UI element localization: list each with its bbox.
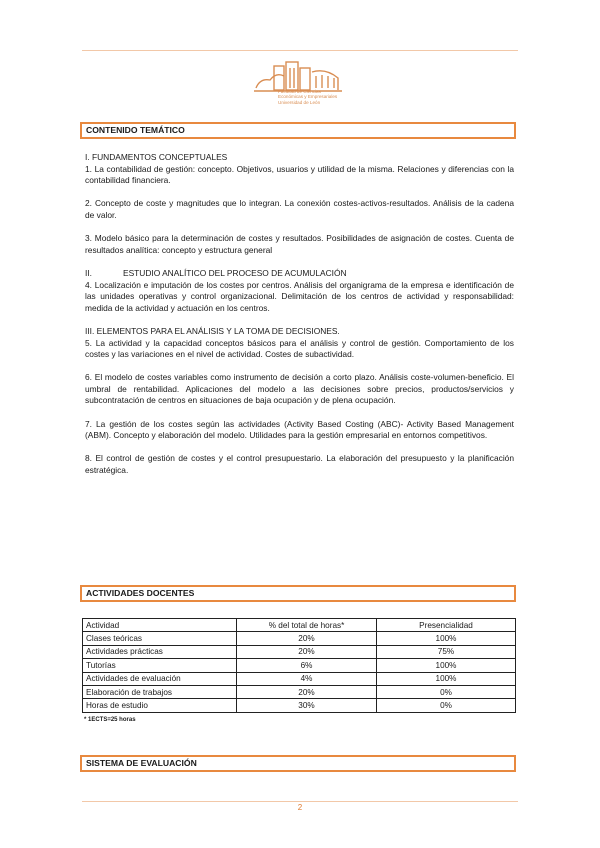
cell-presencialidad: 100% xyxy=(377,672,516,685)
header-rule xyxy=(82,50,518,51)
cell-porcentaje: 20% xyxy=(237,645,377,658)
cell-porcentaje: 4% xyxy=(237,672,377,685)
logo-line-3: Universidad de León xyxy=(278,99,321,105)
col-header-actividad: Actividad xyxy=(83,619,237,632)
cell-porcentaje: 20% xyxy=(237,632,377,645)
activities-table xyxy=(82,618,516,713)
table-row xyxy=(83,699,516,712)
page-number: 2 xyxy=(297,803,303,812)
table-row xyxy=(83,645,516,658)
cell-actividad: Actividades de evaluación xyxy=(83,672,237,685)
cell-presencialidad: 100% xyxy=(377,632,516,645)
table-row xyxy=(83,685,516,698)
content-item-3: 3. Modelo básico para la determinación de costes y resultados. Posibilidades de asignación de costes. Cuenta de resultados analítica: concepto y estructura general xyxy=(85,233,514,255)
content-item-6: 6. El modelo de costes variables como instrumento de decisión a corto plazo. Análisis coste-volumen-beneficio. El umbral de rentabilidad. Aplicaciones del modelo a las decisiones sobre precios, productos/servicios y subcontratación de centros en situaciones de baja ocupación y de plena ocupación. xyxy=(85,372,514,406)
cell-actividad: Tutorías xyxy=(83,659,237,672)
content-item-1: 1. La contabilidad de gestión: concepto. Objetivos, usuarios y utilidad de la misma. Relaciones y diferencias con la contabilidad financiera. xyxy=(85,163,514,186)
heading-estudio-num: II. xyxy=(85,267,92,278)
cell-presencialidad: 0% xyxy=(377,699,516,712)
col-header-porcentaje: % del total de horas* xyxy=(237,619,377,632)
cell-actividad: Actividades prácticas xyxy=(83,645,237,658)
cell-presencialidad: 75% xyxy=(377,645,516,658)
logo-line-1: Facultad de Ciencias xyxy=(278,89,321,94)
table-header-row xyxy=(83,619,516,632)
table-row xyxy=(83,632,516,645)
logo-line-2: Económicas y Empresariales xyxy=(278,94,338,100)
col-header-presencialidad: Presencialidad xyxy=(377,619,516,632)
cell-porcentaje: 30% xyxy=(237,699,377,712)
table-row xyxy=(83,659,516,672)
section-sistema-evaluacion: SISTEMA DE EVALUACIÓN xyxy=(80,755,516,772)
heading-estudio: ESTUDIO ANALÍTICO DEL PROCESO DE ACUMULACIÓN xyxy=(123,267,347,278)
cell-porcentaje: 6% xyxy=(237,659,377,672)
ects-note: * 1ECTS=25 horas xyxy=(84,717,136,723)
heading-fundamentos: I. FUNDAMENTOS CONCEPTUALES xyxy=(85,152,228,162)
logo-text xyxy=(278,89,348,105)
content-item-5: 5. La actividad y la capacidad conceptos básicos para el análisis y control de gestión. Comportamiento de los costes y las variaciones en el nivel de actividad. Costes de subactividad. xyxy=(85,337,514,360)
content-body xyxy=(85,152,514,488)
cell-porcentaje: 20% xyxy=(237,685,377,698)
content-item-8: 8. El control de gestión de costes y el control presupuestario. La elaboración del presupuesto y la planificación estratégica. xyxy=(85,453,514,476)
heading-elementos: III. ELEMENTOS PARA EL ANÁLISIS Y LA TOMA DE DECISIONES. xyxy=(85,325,340,336)
cell-presencialidad: 100% xyxy=(377,659,516,672)
content-item-4: 4. Localización e imputación de los costes por centros. Análisis del organigrama de la empresa e identificación de las unidades operativas y control organizacional. Delimitación de los centros de actividad y responsabilidad: medida de la actividad y actuación en los centros. xyxy=(85,279,514,313)
footer-rule xyxy=(82,801,518,802)
table-row xyxy=(83,672,516,685)
content-item-7: 7. La gestión de los costes según las actividades (Activity Based Costing (ABC)- Activity Based Management (ABM). Concepto y elaboración del modelo. Utilidades para la gestión empresarial en entornos competitivos. xyxy=(85,418,514,441)
section-contenido-tematico: CONTENIDO TEMÁTICO xyxy=(80,122,516,139)
cell-actividad: Elaboración de trabajos xyxy=(83,685,237,698)
cell-presencialidad: 0% xyxy=(377,685,516,698)
cell-actividad: Horas de estudio xyxy=(83,699,237,712)
section-actividades-docentes: ACTIVIDADES DOCENTES xyxy=(80,585,516,602)
content-item-2: 2. Concepto de coste y magnitudes que lo integran. La conexión costes-activos-resultados. Análisis de la cadena de valor. xyxy=(85,198,514,220)
faculty-logo-icon xyxy=(250,58,346,116)
cell-actividad: Clases teóricas xyxy=(83,632,237,645)
